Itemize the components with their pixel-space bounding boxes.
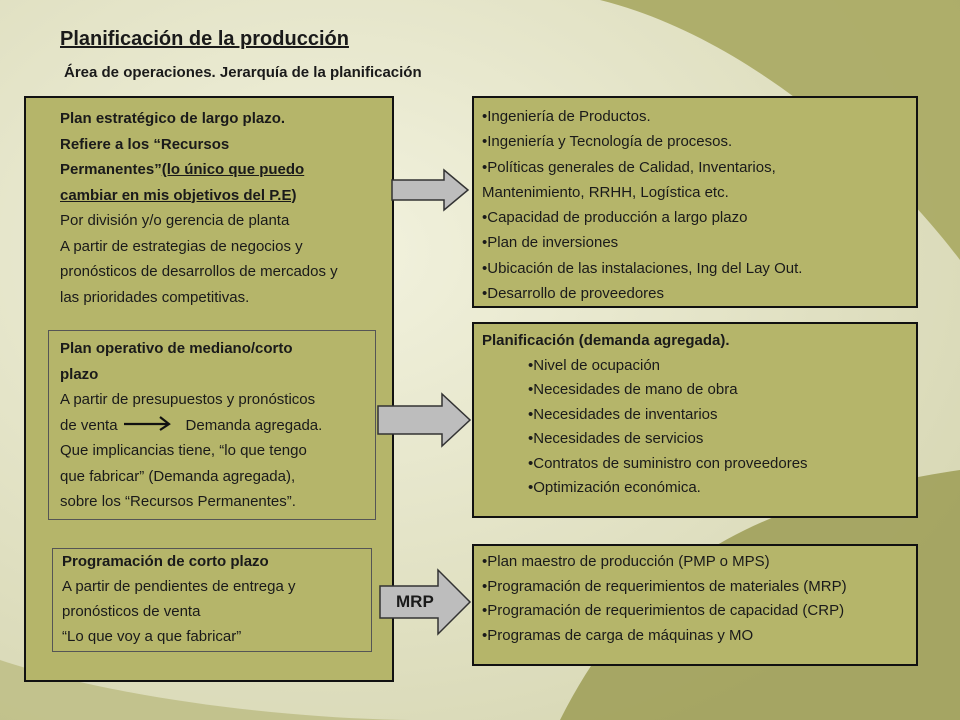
list-item: •Ubicación de las instalaciones, Ing del Lay Out. bbox=[482, 259, 803, 277]
arrow-to-box1 bbox=[390, 168, 470, 212]
strategic-plan-block bbox=[60, 106, 390, 310]
strategic-line-3a: Permanentes” bbox=[60, 161, 162, 178]
strategic-line-2: Refiere a los “Recursos bbox=[60, 135, 230, 153]
list-item: •Necesidades de mano de obra bbox=[528, 381, 738, 398]
operative-line-6: que fabricar” (Demanda agregada), bbox=[60, 467, 296, 485]
operative-line-2: plazo bbox=[60, 365, 99, 383]
short-term-block bbox=[62, 549, 370, 649]
list-item: Mantenimiento, RRHH, Logística etc. bbox=[482, 183, 729, 201]
aggregate-title: Planificación (demanda agregada). bbox=[482, 332, 730, 349]
list-item: •Capacidad de producción a largo plazo bbox=[482, 209, 748, 227]
strategic-line-3b: (lo único que puedo bbox=[161, 161, 305, 178]
operative-line-4b: Demanda agregada. bbox=[185, 416, 323, 434]
list-item: •Desarrollo de proveedores bbox=[482, 285, 665, 303]
operative-plan-block bbox=[60, 336, 372, 515]
list-item: •Programación de requerimientos de materiales (MRP) bbox=[482, 577, 847, 595]
operative-line-5: Que implicancias tiene, “lo que tengo bbox=[60, 442, 307, 459]
list-item: •Ingeniería y Tecnología de procesos. bbox=[482, 133, 733, 151]
list-item: •Necesidades de servicios bbox=[528, 430, 704, 447]
operative-line-3: A partir de presupuestos y pronósticos bbox=[60, 391, 316, 408]
short-line-3: pronósticos de venta bbox=[62, 603, 201, 620]
list-item: •Políticas generales de Calidad, Inventarios, bbox=[482, 158, 776, 176]
strategic-line-6: A partir de estrategias de negocios y bbox=[60, 237, 303, 255]
operative-line-4 bbox=[60, 413, 372, 439]
page-title: Planificación de la producción bbox=[60, 28, 349, 50]
list-item: •Programación de requerimientos de capacidad (CRP) bbox=[482, 602, 845, 619]
list-item: •Plan maestro de producción (PMP o MPS) bbox=[482, 553, 770, 570]
strategic-line-4: cambiar en mis objetivos del P.E) bbox=[60, 186, 297, 204]
mrp-label: MRP bbox=[396, 592, 434, 611]
strategic-line-1: Plan estratégico de largo plazo. bbox=[60, 110, 286, 127]
short-line-2: A partir de pendientes de entrega y bbox=[62, 578, 296, 595]
arrow-to-box2 bbox=[376, 392, 472, 448]
strategic-line-5: Por división y/o gerencia de planta bbox=[60, 212, 290, 229]
list-item: •Nivel de ocupación bbox=[528, 356, 660, 374]
strategic-outcomes-list bbox=[482, 104, 912, 306]
list-item: •Plan de inversiones bbox=[482, 234, 619, 252]
list-item: •Ingeniería de Productos. bbox=[482, 108, 651, 125]
short-line-1: Programación de corto plazo bbox=[62, 553, 269, 570]
operative-line-7: sobre los “Recursos Permanentes”. bbox=[60, 493, 296, 510]
operative-line-4a: de venta bbox=[60, 416, 118, 434]
aggregate-planning-block bbox=[482, 329, 912, 501]
list-item: •Programas de carga de máquinas y MO bbox=[482, 626, 754, 644]
list-item: •Necesidades de inventarios bbox=[528, 405, 718, 423]
short-term-programs-list bbox=[482, 550, 912, 648]
strategic-line-3 bbox=[60, 157, 390, 183]
operative-line-1: Plan operativo de mediano/corto bbox=[60, 340, 293, 357]
strategic-line-7: pronósticos de desarrollos de mercados y bbox=[60, 263, 338, 280]
right-arrow-icon bbox=[122, 415, 174, 431]
aggregate-list bbox=[482, 354, 912, 501]
list-item: •Optimización económica. bbox=[528, 479, 701, 496]
page-subtitle: Área de operaciones. Jerarquía de la planificación bbox=[64, 64, 422, 81]
short-line-4: “Lo que voy a que fabricar” bbox=[62, 628, 242, 645]
strategic-line-8: las prioridades competitivas. bbox=[60, 288, 250, 306]
list-item: •Contratos de suministro con proveedores bbox=[528, 454, 808, 472]
